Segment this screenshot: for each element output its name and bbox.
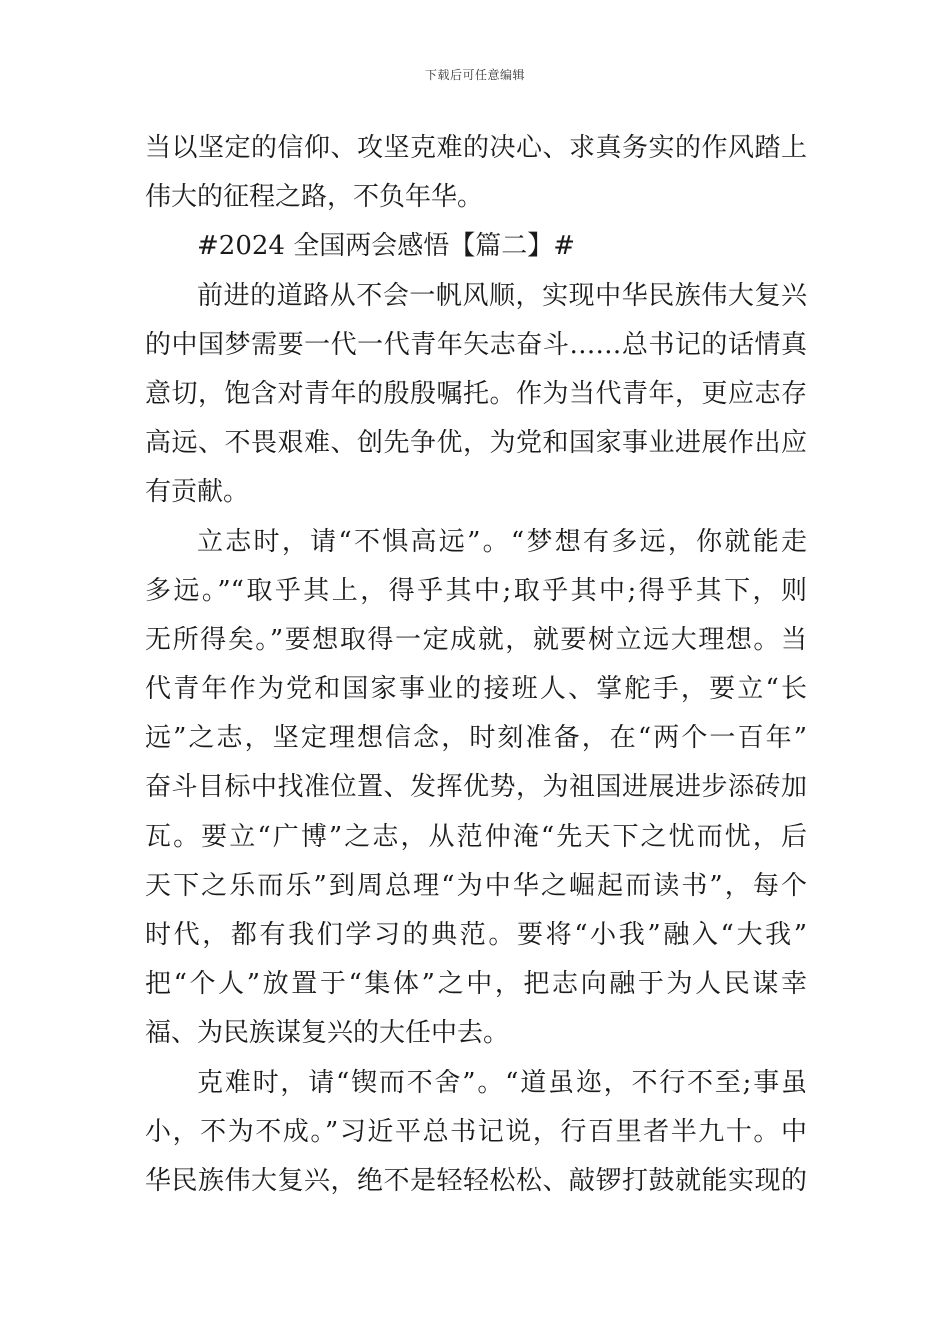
text-line: 立志时，请“不惧高远”。“梦想有多远，你就能走 xyxy=(197,526,807,557)
text-line: 当以坚定的信仰、攻坚克难的决心、求真务实的作风踏上 xyxy=(145,133,807,163)
page-header: 下载后可任意编辑 xyxy=(424,68,525,82)
text-line: #2024 全国两会感悟【篇二】# xyxy=(197,231,576,262)
text-line: 高远、不畏艰难、创先争优，为党和国家事业进展作出应 xyxy=(145,428,807,459)
text-line: 把“个人”放置于“集体”之中，把志向融于为人民谋幸 xyxy=(145,969,807,1000)
text-line: 意切，饱含对青年的殷殷嘱托。作为当代青年，更应志存 xyxy=(145,378,807,409)
text-line: 无所得矣。”要想取得一定成就，就要树立远大理想。当 xyxy=(145,624,807,655)
text-line: 的中国梦需要一代一代青年矢志奋斗……总书记的话情真 xyxy=(145,329,807,360)
text-line: 伟大的征程之路，不负年华。 xyxy=(145,182,484,213)
text-line: 华民族伟大复兴，绝不是轻轻松松、敲锣打鼓就能实现的 xyxy=(145,1165,807,1196)
text-line: 克难时，请“锲而不舍”。“道虽迩，不行不至;事虽 xyxy=(197,1067,807,1098)
document-body xyxy=(145,124,807,1206)
text-line: 瓦。要立“广博”之志，从范仲淹“先天下之忧而忧，后 xyxy=(145,821,807,852)
text-line: 奋斗目标中找准位置、发挥优势，为祖国进展进步添砖加 xyxy=(145,772,807,803)
text-line: 有贡献。 xyxy=(145,477,250,508)
text-line: 前进的道路从不会一帆风顺，实现中华民族伟大复兴 xyxy=(197,280,807,311)
text-line: 代青年作为党和国家事业的接班人、掌舵手，要立“长 xyxy=(145,674,807,705)
text-line: 福、为民族谋复兴的大任中去。 xyxy=(145,1018,510,1049)
text-line: 时代，都有我们学习的典范。要将“小我”融入“大我” xyxy=(145,920,807,950)
text-line: 天下之乐而乐”到周总理“为中华之崛起而读书”，每个 xyxy=(145,870,807,901)
text-line: 远”之志，坚定理想信念，时刻准备，在“两个一百年” xyxy=(145,723,807,754)
text-line: 小，不为不成。”习近平总书记说，行百里者半九十。中 xyxy=(145,1116,807,1147)
text-line: 多远。”“取乎其上，得乎其中;取乎其中;得乎其下，则 xyxy=(145,575,807,606)
